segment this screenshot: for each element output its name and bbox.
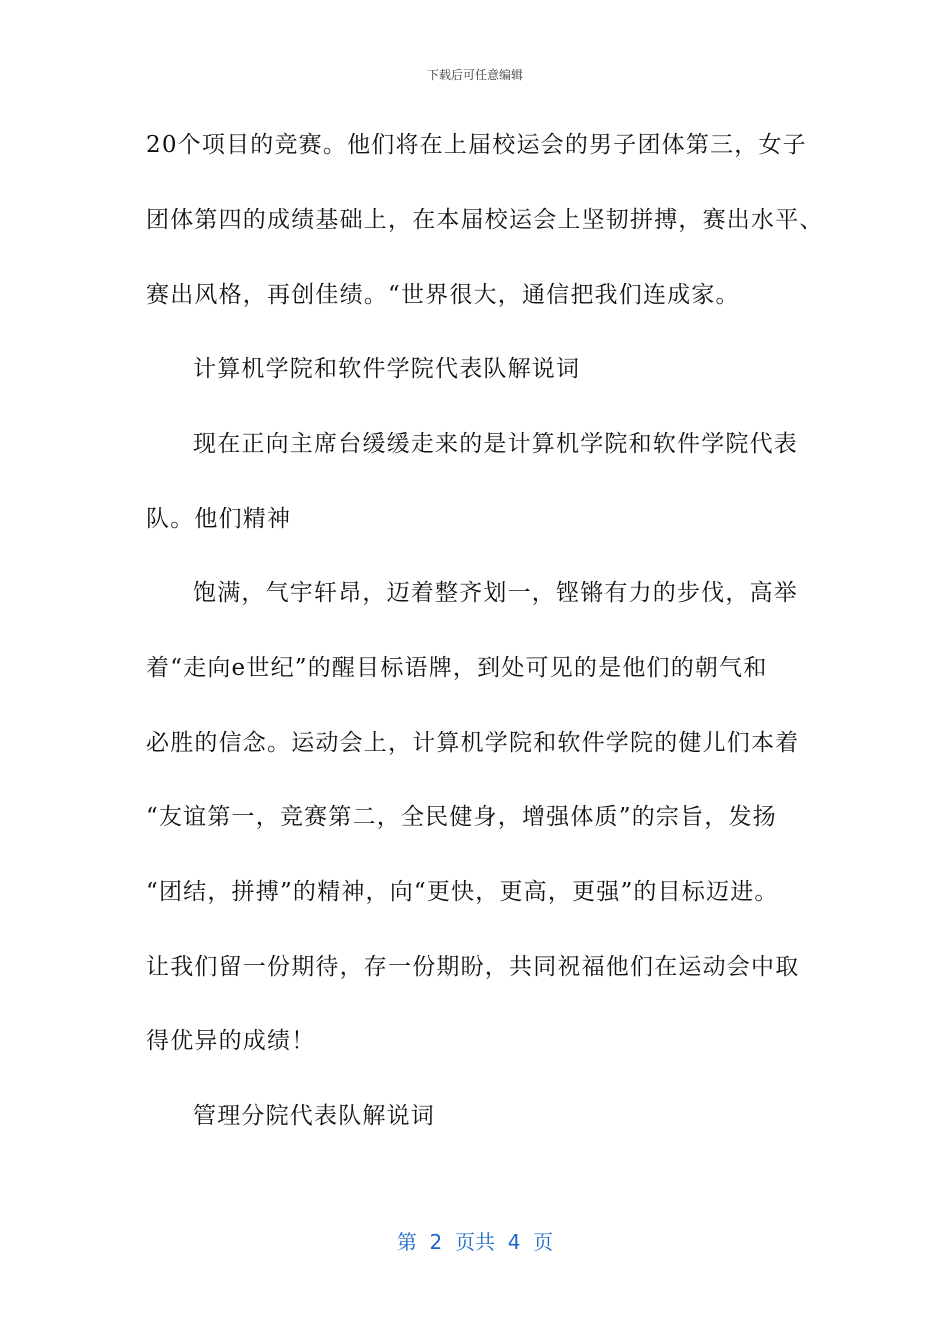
body-line: 让我们留一份期待，存一份期盼，共同祝福他们在运动会中取	[146, 954, 800, 980]
body-line: 得优异的成绩！	[146, 1028, 316, 1054]
body-line: 必胜的信念。运动会上，计算机学院和软件学院的健儿们本着	[146, 730, 800, 756]
body-line: 团体第四的成绩基础上，在本届校运会上坚韧拼搏，赛出水平、	[146, 207, 824, 233]
section-heading: 管理分院代表队解说词	[193, 1103, 435, 1129]
body-line: 赛出风格，再创佳绩。“世界很大，通信把我们连成家。	[146, 282, 740, 308]
body-line: “友谊第一，竞赛第二，全民健身，增强体质”的宗旨，发扬	[146, 804, 777, 830]
body-line: 20个项目的竞赛。他们将在上届校运会的男子团体第三，女子	[146, 132, 807, 158]
body-line: 饱满，气宇轩昂，迈着整齐划一，铿锵有力的步伐，高举	[193, 580, 798, 606]
page-header: 下载后可任意编辑	[426, 68, 523, 82]
body-line: “团结，拼搏”的精神，向“更快，更高，更强”的目标迈进。	[146, 879, 779, 905]
section-heading: 计算机学院和软件学院代表队解说词	[193, 356, 581, 382]
body-line: 着“走向e世纪”的醒目标语牌，到处可见的是他们的朝气和	[146, 655, 768, 681]
page-number: 第 2 页共 4 页	[396, 1230, 554, 1254]
body-line: 队。他们精神	[146, 506, 292, 532]
body-line: 现在正向主席台缓缓走来的是计算机学院和软件学院代表	[193, 431, 798, 457]
